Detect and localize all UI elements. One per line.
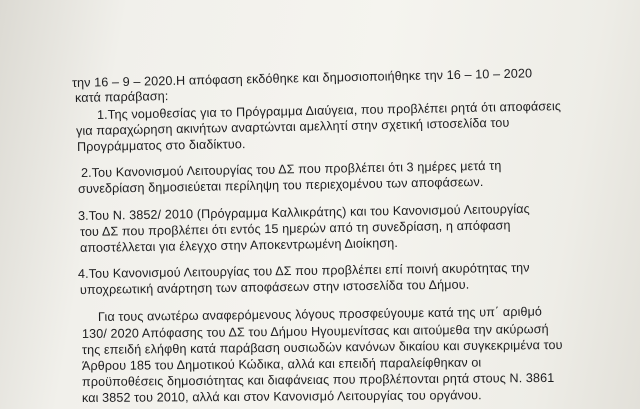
text-line-7: συνεδρίαση δημοσιεύεται περίληψη του περιεχομένου των αποφάσεων. (77, 174, 484, 196)
text-line-13: Για τους ανωτέρω αναφερόμενους λόγους προσφεύγουμε κατά της υπ΄ αριθμό (97, 304, 543, 324)
text-line-1: την 16 – 9 – 2020.Η απόφαση εκδόθηκε και δημοσιοποιήθηκε την 16 – 10 – 2020 (71, 66, 533, 90)
text-line-11: 4.Του Κανονισμού Λειτουργίας του ΔΣ που προβλέπει επί ποινή ακυρότητας την (77, 260, 530, 281)
text-line-14: 130/ 2020 Απόφασης του ΔΣ του Δήμου Ηγουμενίτσας και αιτούμεθα την ακύρωσή (81, 322, 549, 341)
text-line-18: και 3852 του 2010, αλλά και στον Κανονισμό Λειτουργίας του οργάνου. (81, 388, 482, 405)
text-line-4: για παραχώρηση ακινήτων αναρτώνται αμελλητί στην σχετική ιστοσελίδα του (75, 115, 510, 138)
text-line-2: κατά παράβαση: (74, 89, 169, 105)
text-line-3: 1.Της νομοθεσίας για το Πρόγραμμα Διαύγεια, που προβλέπει ρητά ότι αποφάσεις (96, 99, 562, 122)
text-line-15: της επειδή ελήφθη κατά παράβαση ουσιωδών κανόνων δικαίου και συγκεκριμένα του (81, 337, 563, 357)
text-line-6: 2.Του Κανονισμού Λειτουργίας του ΔΣ που προβλέπει ότι 3 ημέρες μετά τη (80, 158, 502, 180)
text-line-17: προϋποθέσεις δημοσιότητας και διαφάνειας που προβλέπονται ρητά στους Ν. 3861 (81, 370, 555, 389)
text-line-8: 3.Του Ν. 3852/ 2010 (Πρόγραμμα Καλλικράτης) και του Κανονισμού Λειτουργίας (77, 201, 530, 223)
text-line-5: Προγράμματος στο διαδίκτυο. (76, 137, 246, 154)
text-line-12: υποχρεωτική ανάρτηση των αποφάσεων στην ιστοσελίδα του Δήμου. (79, 277, 470, 297)
text-line-16: Άρθρου 185 του Δημοτικού Κώδικα, αλλά και επειδή παραλείφθηκαν οι (81, 355, 482, 373)
text-line-9: του ΔΣ που προβλέπει ότι εντός 15 ημερών από τη συνεδρίαση, η απόφαση (79, 218, 511, 239)
text-line-10: αποστέλλεται για έλεγχο στην Αποκεντρωμένη Διοίκηση. (79, 236, 398, 255)
